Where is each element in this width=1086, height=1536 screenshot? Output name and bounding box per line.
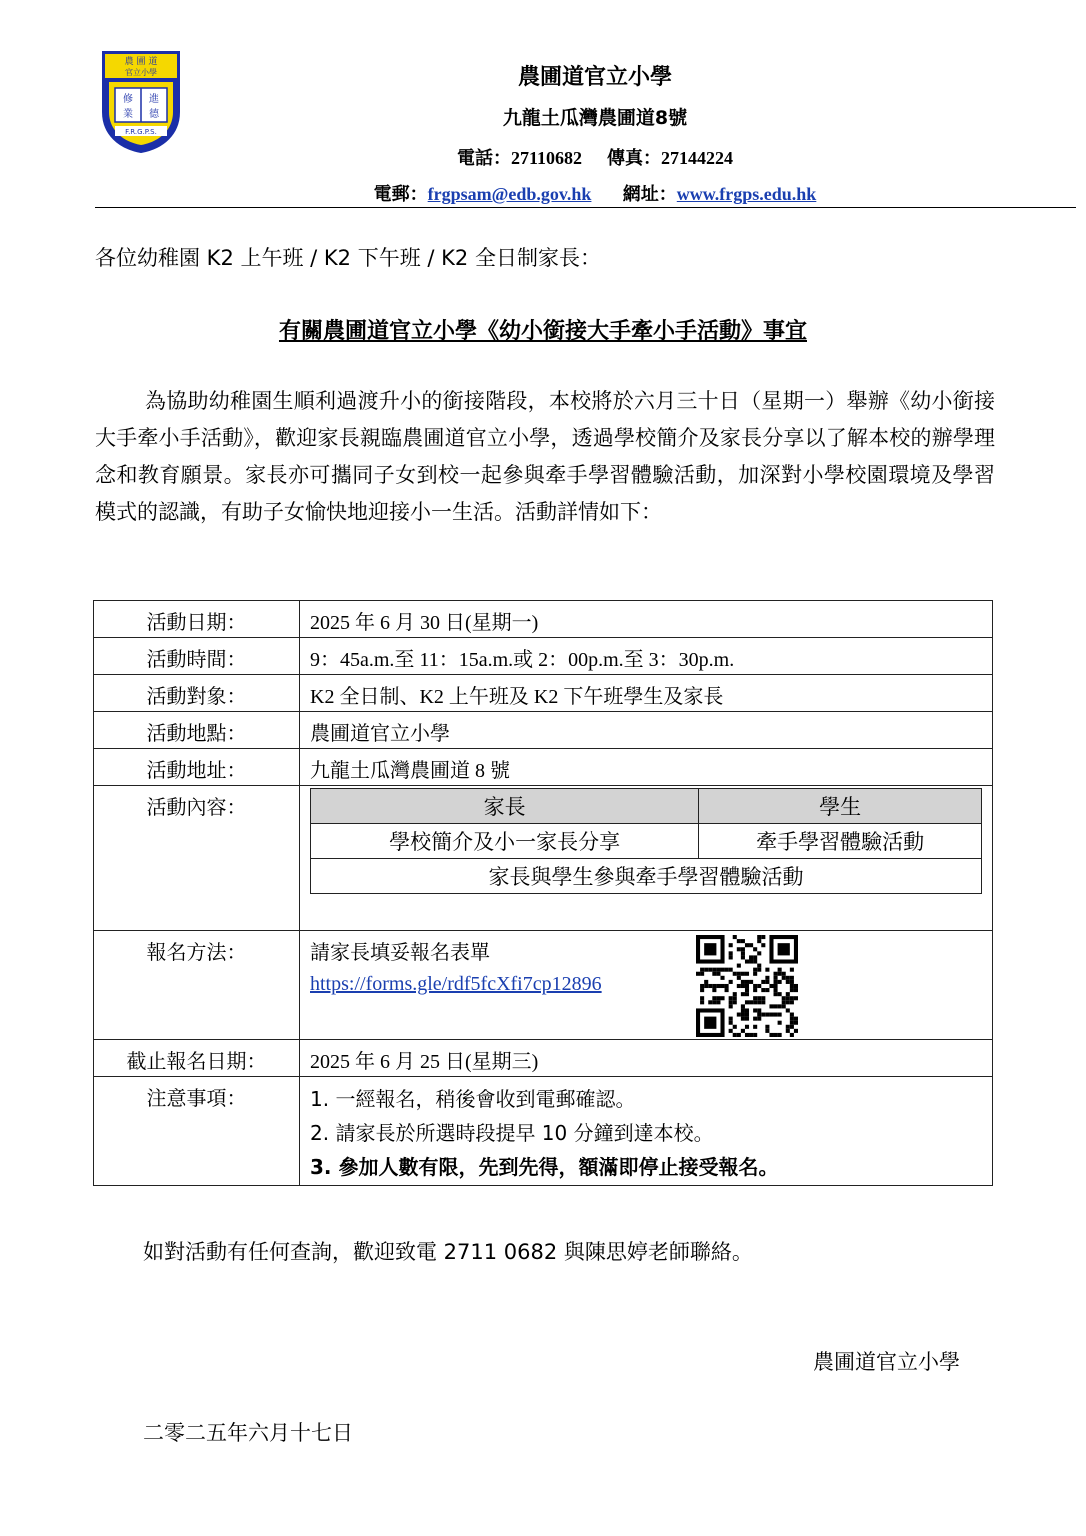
- table-row: [94, 601, 993, 638]
- email-label: 電郵：: [373, 184, 428, 205]
- date-label: 活動日期：: [94, 601, 300, 638]
- notes-cell: [300, 1077, 993, 1186]
- activity-details-table: [93, 600, 993, 1186]
- venue-value: 農圃道官立小學: [300, 712, 993, 749]
- svg-text:德: 德: [149, 109, 159, 120]
- table-row: [94, 1040, 993, 1077]
- letter-date: 二零二五年六月十七日: [143, 1421, 353, 1445]
- phone-label: 電話：: [456, 148, 511, 169]
- fax-label: 傳真：: [607, 148, 662, 169]
- salutation: 各位幼稚園 K2 上午班 / K2 下午班 / K2 全日制家長：: [95, 246, 601, 270]
- svg-text:修: 修: [123, 94, 133, 105]
- note-item: 1. 一經報名，稍後會收到電郵確認。: [310, 1087, 636, 1111]
- col-student-header: 學生: [699, 789, 982, 824]
- phone-number: 27110682: [510, 148, 582, 168]
- address-label: 活動地址：: [94, 749, 300, 786]
- parent-activity: 學校簡介及小一家長分享: [311, 824, 699, 859]
- content-subtable: [310, 788, 982, 894]
- school-address: 九龍土瓜灣農圃道8號: [502, 107, 688, 129]
- table-row: [311, 859, 982, 894]
- svg-text:進: 進: [149, 94, 159, 105]
- col-parent-header: 家長: [311, 789, 699, 824]
- letter-title: 有關農圃道官立小學《幼小銜接大手牽小手活動》事宜: [278, 319, 807, 344]
- header-divider: [95, 207, 1076, 208]
- website-link[interactable]: www.frgps.edu.hk: [676, 184, 817, 204]
- table-row: [94, 1077, 993, 1186]
- svg-text:F.R.G.P.S.: F.R.G.P.S.: [125, 128, 157, 136]
- table-row: [94, 786, 993, 931]
- table-row: [94, 638, 993, 675]
- address-value: 九龍土瓜灣農圃道 8 號: [300, 749, 993, 786]
- venue-label: 活動地點：: [94, 712, 300, 749]
- signup-label: 報名方法：: [94, 931, 300, 1040]
- target-value: K2 全日制、K2 上午班及 K2 下午班學生及家長: [300, 675, 993, 712]
- note-item: 3. 參加人數有限，先到先得，額滿即停止接受報名。: [310, 1155, 779, 1179]
- time-label: 活動時間：: [94, 638, 300, 675]
- contact-email-web: [200, 180, 990, 206]
- joint-activity: 家長與學生參與牽手學習體驗活動: [311, 859, 982, 894]
- note-item: 2. 請家長於所選時段提早 10 分鐘到達本校。: [310, 1121, 714, 1145]
- content-cell: [300, 786, 993, 931]
- signup-text: 請家長填妥報名表單: [310, 940, 490, 964]
- table-row: [311, 824, 982, 859]
- school-name: 農圃道官立小學: [517, 65, 672, 90]
- table-row: [94, 749, 993, 786]
- web-label: 網址：: [622, 184, 677, 205]
- school-crest-logo: [101, 50, 181, 154]
- fax-number: 27144224: [661, 148, 734, 168]
- table-row: [94, 931, 993, 1040]
- svg-text:官立小學: 官立小學: [125, 68, 157, 77]
- table-row: [311, 789, 982, 824]
- enquiry-text: 如對活動有任何查詢，歡迎致電 2711 0682 與陳思婷老師聯絡。: [143, 1240, 753, 1264]
- qr-code-icon[interactable]: [696, 935, 798, 1037]
- student-activity: 牽手學習體驗活動: [699, 824, 982, 859]
- time-value: 9：45a.m.至 11：15a.m.或 2：00p.m.至 3：30p.m.: [300, 638, 993, 675]
- table-row: [94, 712, 993, 749]
- signature: 農圃道官立小學: [813, 1350, 960, 1374]
- target-label: 活動對象：: [94, 675, 300, 712]
- email-link[interactable]: frgpsam@edb.gov.hk: [427, 184, 592, 204]
- table-row: [94, 675, 993, 712]
- intro-paragraph: 為協助幼稚園生順利過渡升小的銜接階段，本校將於六月三十日（星期一）舉辦《幼小銜接大手牽小手活動》，歡迎家長親臨農圃道官立小學，透過學校簡介及家長分享以了解本校的辦學理念和教育願景。家長亦可攜同子女到校一起參與牽手學習體驗活動，加深對小學校園環境及學習模式的認識，有助子女愉快地迎接小一生活。活動詳情如下：: [95, 389, 995, 524]
- notes-label: 注意事項：: [94, 1077, 300, 1186]
- content-label: 活動內容：: [94, 786, 300, 931]
- contact-phone-fax: [200, 144, 990, 170]
- signup-cell: [300, 931, 993, 1040]
- svg-text:業: 業: [123, 109, 133, 120]
- signup-form-link[interactable]: https://forms.gle/rdf5fcXfi7cp12896: [310, 973, 602, 995]
- svg-text:農 圃 道: 農 圃 道: [124, 57, 158, 67]
- date-value: 2025 年 6 月 30 日(星期一): [300, 601, 993, 638]
- deadline-value: 2025 年 6 月 25 日(星期三): [300, 1040, 993, 1077]
- deadline-label: 截止報名日期：: [94, 1040, 300, 1077]
